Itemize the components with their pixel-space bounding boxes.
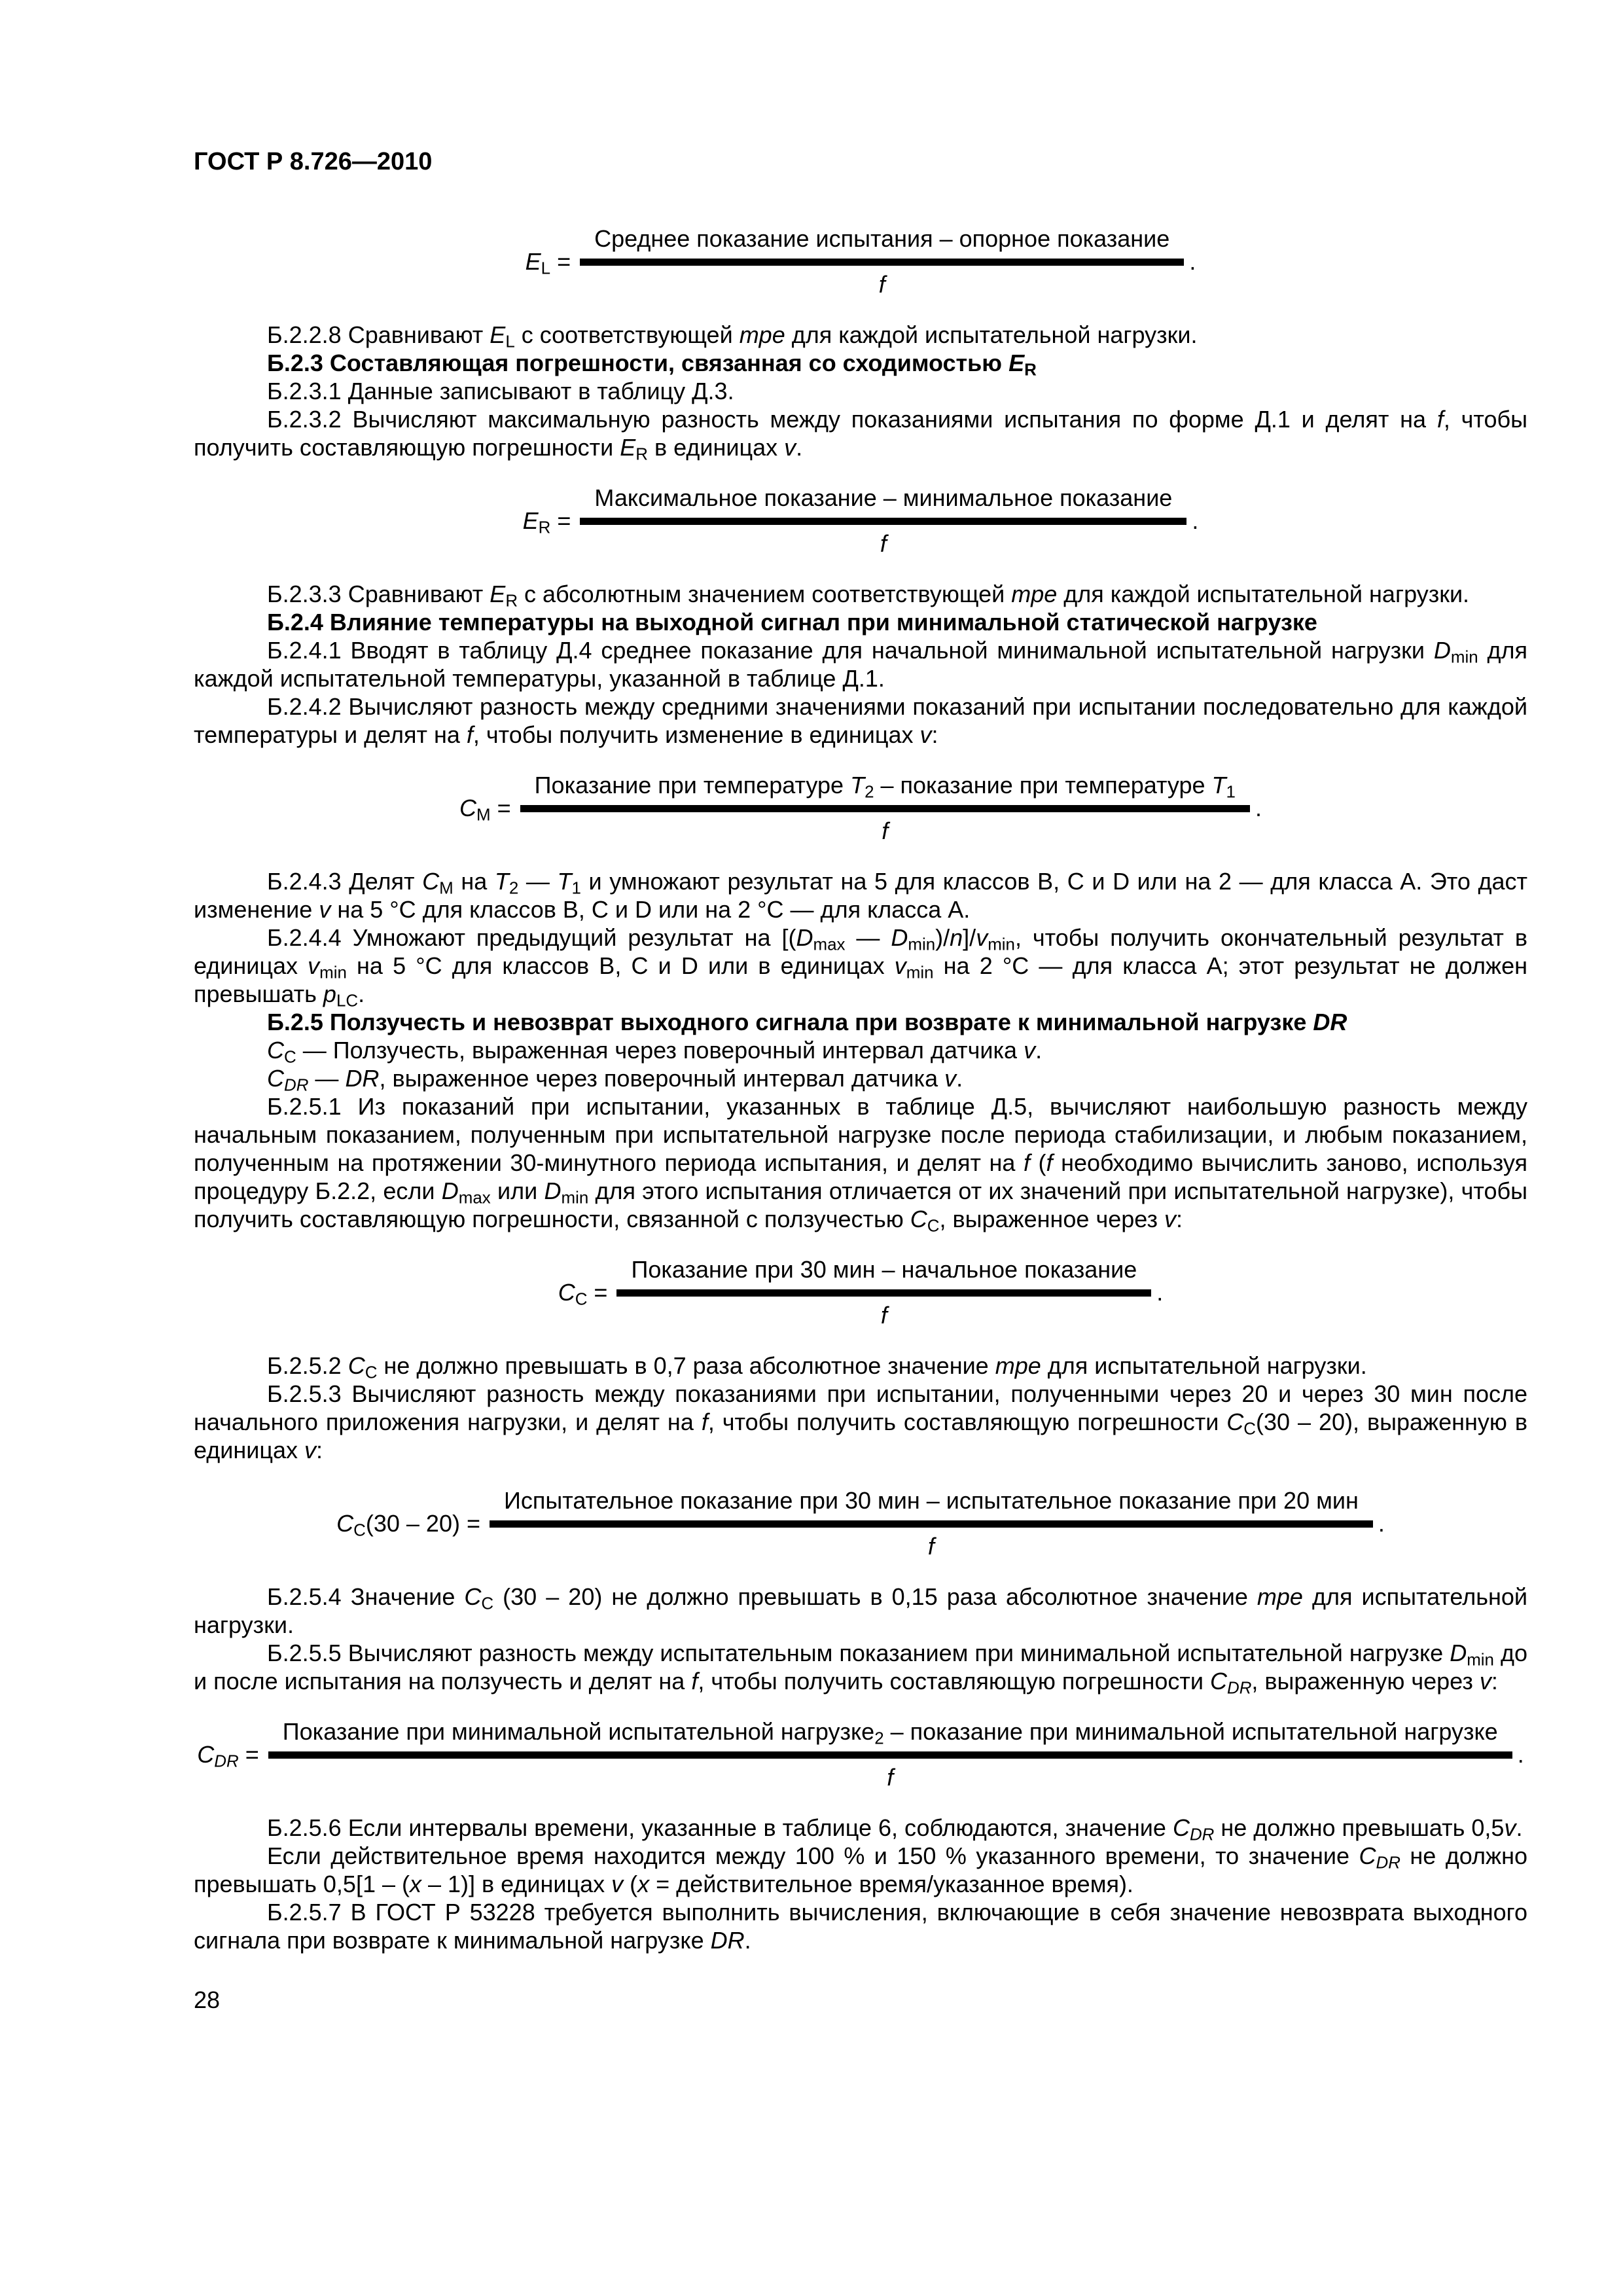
formula-label: $C_{DR}$ = [197, 1741, 259, 1771]
body-paragraph: $C_C$ — Ползучесть, выраженная через поверочный интервал датчика v. [267, 1037, 1043, 1067]
math-formula [194, 1486, 1527, 1560]
body-paragraph: Б.2.5.2 $C_C$ не должно превышать в 0,7 раза абсолютное значение mpe для испытательной нагрузки. [267, 1352, 1367, 1382]
formula-denominator: f [268, 1751, 1512, 1791]
formula-denominator: f [580, 518, 1186, 558]
formula-label: $E_R$ = [522, 507, 571, 537]
page-header: ГОСТ Р 8.726—2010 [194, 148, 433, 175]
formula-label: $C_C$ = [558, 1279, 608, 1309]
formula-numerator: Среднее показание испытания – опорное показание [594, 225, 1170, 252]
formula-numerator: Показание при 30 мин – начальное показание [631, 1256, 1137, 1283]
formula-fraction [580, 484, 1186, 558]
body-paragraph: Б.2.3.2 Вычисляют максимальную разность между показаниями испытания по форме Д.1 и делят на f, чтобы получить составляющую погрешности $E_R$ в единицах v. [194, 406, 1528, 464]
section-heading: Б.2.4 Влияние температуры на выходной сигнал при минимальной статической нагрузке [267, 609, 1317, 636]
page-number: 28 [194, 1986, 221, 2013]
math-formula [194, 224, 1527, 298]
body-paragraph: Б.2.4.4 Умножают предыдущий результат на [($D_{max}$ — $D_{min})/n]/v_{min}$, чтобы получить окончательный результат в единицах $v_{min}$ на 5 °C для классов B, C и D или в единицах $v_{min}$ на 2 °C — для класса A; этот результат не должен превышать $p_{LC}$. [194, 924, 1527, 1011]
body-paragraph: Б.2.5.6 Если интервалы времени, указанные в таблице 6, соблюдаются, значение $C_{DR}$ не должно превышать 0,5v. [267, 1814, 1523, 1844]
formula-fraction [490, 1486, 1373, 1560]
math-formula [194, 771, 1527, 845]
body-paragraph: Б.2.5.5 Вычисляют разность между испытательным показанием при минимальной испытательной нагрузке $D_{min}$ до и после испытания на ползучесть и делят на f, чтобы получить составляющую погрешности $C_{DR}$, выраженную через v: [194, 1640, 1528, 1698]
formula-period: . [1378, 1510, 1385, 1537]
body-paragraph: Б.2.4.1 Вводят в таблицу Д.4 среднее показание для начальной минимальной испытательной нагрузки $D_{min}$ для каждой испытательной температуры, указанной в таблице Д.1. [194, 637, 1527, 692]
formula-period: . [1189, 248, 1196, 275]
formula-numerator: Показание при температуре $T_2$ – показание при температуре $T_1$ [534, 772, 1236, 802]
formula-fraction [616, 1255, 1151, 1329]
body-paragraph: Б.2.3.1 Данные записывают в таблицу Д.3. [267, 378, 734, 404]
math-formula [194, 1717, 1527, 1791]
body-paragraph: Б.2.5.3 Вычисляют разность между показаниями при испытании, полученными через 20 и через 30 мин после начального приложения нагрузки, и делят на f, чтобы получить составляющую погрешности $C_C(30 - 20)$, выраженную в единицах v: [194, 1380, 1528, 1463]
formula-period: . [1156, 1279, 1164, 1306]
document-body [194, 224, 1527, 1954]
formula-fraction [268, 1717, 1512, 1791]
formula-period: . [1192, 507, 1199, 534]
formula-label: $E_L$ = [525, 248, 571, 278]
section-heading: Б.2.5 Ползучесть и невозврат выходного сигнала при возврате к минимальной нагрузке DR [267, 1009, 1347, 1035]
body-paragraph: $C_{DR}$ — DR, выраженное через поверочный интервал датчика v. [267, 1065, 963, 1095]
body-paragraph: Б.2.5.7 В ГОСТ Р 53228 требуется выполнить вычисления, включающие в себя значение невозврата выходного сигнала при возврате к минимальной нагрузке DR. [194, 1899, 1527, 1954]
formula-denominator: f [580, 259, 1184, 298]
formula-numerator: Максимальное показание – минимальное показание [594, 484, 1173, 511]
formula-fraction [520, 771, 1250, 845]
body-paragraph: Б.2.5.1 Из показаний при испытании, указанных в таблице Д.5, вычисляют наибольшую разность между начальным показанием, полученным при испытательной нагрузке после периода стабилизации, и любым показанием, полученным на протяжении 30-минутного периода испытания, и делят на f (f необходимо вычислить заново, используя процедуру Б.2.2, если $D_{max}$ или $D_{min}$ для этого испытания отличается от их значений при испытательной нагрузке), чтобы получить составляющую погрешности, связанной с ползучестью $C_C$, выраженное через v: [194, 1093, 1527, 1236]
body-paragraph: Б.2.4.3 Делят $C_M$ на $T_2$ — $T_1$ и умножают результат на 5 для классов B, C и D или на 2 — для класса A. Это даст изменение v на 5 °C для классов B, C и D или на 2 °C — для класса A. [194, 868, 1527, 923]
body-paragraph: Б.2.4.2 Вычисляют разность между средними значениями показаний при испытании последовательно для каждой температуры и делят на f, чтобы получить изменение в единицах v: [194, 693, 1527, 748]
formula-label: $C_M$ = [459, 795, 511, 825]
body-paragraph: Б.2.5.4 Значение $C_C$ (30 – 20) не должно превышать в 0,15 раза абсолютное значение mpe для испытательной нагрузки. [194, 1583, 1528, 1638]
formula-denominator: f [490, 1520, 1373, 1560]
formula-numerator: Показание при минимальной испытательной нагрузке$_2$ – показание при минимальной испытательной нагрузке [282, 1718, 1498, 1748]
formula-period: . [1255, 795, 1262, 821]
formula-label: $C_C(30 - 20)$ = [336, 1510, 480, 1540]
formula-denominator: f [520, 805, 1250, 845]
formula-period: . [1517, 1741, 1524, 1768]
body-paragraph: Б.2.2.8 Сравнивают $E_L$ с соответствующей mpe для каждой испытательной нагрузки. [267, 321, 1198, 351]
formula-numerator: Испытательное показание при 30 мин – испытательное показание при 20 мин [504, 1487, 1359, 1514]
section-heading: Б.2.3 Составляющая погрешности, связанная со сходимостью $E_R$ [267, 350, 1037, 380]
math-formula [194, 1255, 1527, 1329]
formula-denominator: f [616, 1289, 1151, 1329]
formula-fraction [580, 224, 1184, 298]
body-paragraph: Если действительное время находится между 100 % и 150 % указанного времени, то значение $C_{DR}$ не должно превышать 0,5[1 – (x – 1)] в единицах v (x = действительное время/указанное время). [194, 1842, 1527, 1897]
math-formula [194, 484, 1527, 558]
body-paragraph: Б.2.3.3 Сравнивают $E_R$ с абсолютным значением соответствующей mpe для каждой испытательной нагрузки. [267, 581, 1470, 611]
